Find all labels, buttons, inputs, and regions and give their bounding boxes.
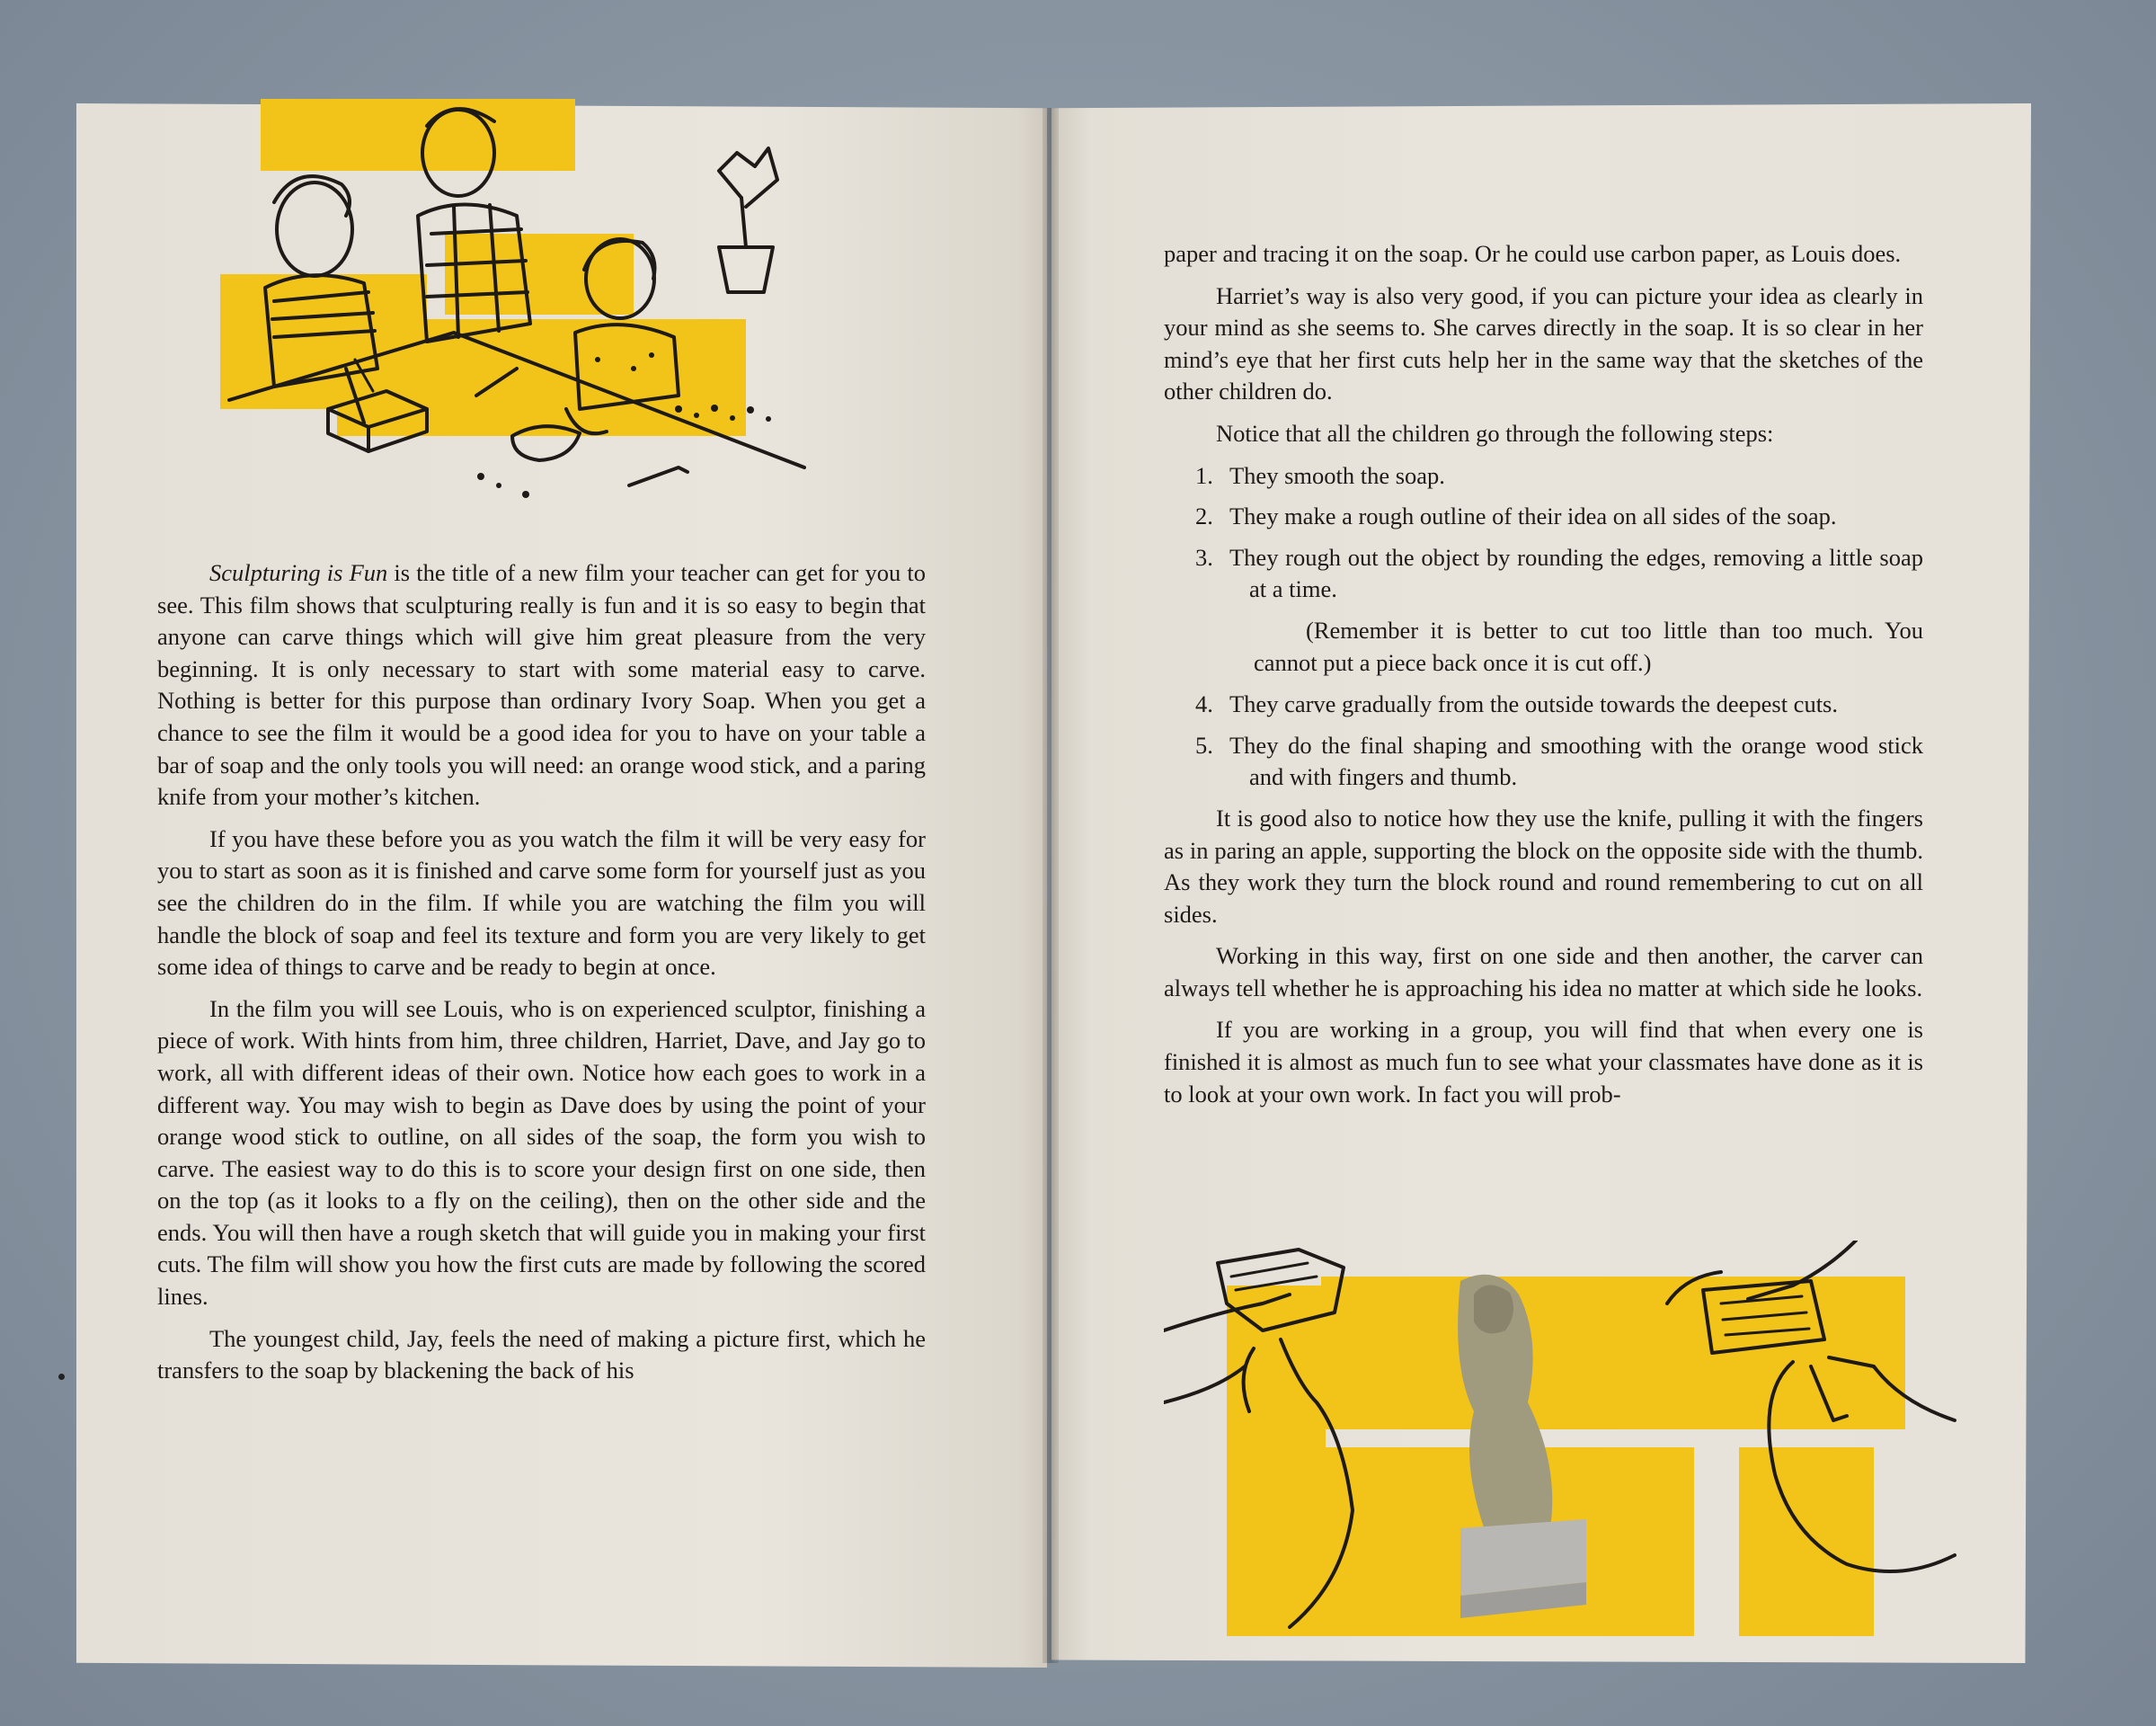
paragraph-working: Working in this way, first on one side and then another, the carver can always tell whether he is approaching his idea no matter at which side he looks. — [1164, 942, 1923, 1001]
paragraph-jay: The youngest child, Jay, feels the need of making a picture first, which he transfers to the soap by blackening the back of his — [157, 1324, 926, 1384]
paragraph-before-film: If you have these before you as you watch the film it will be very easy for you to start as soon as it is finished and carve some form for yourself just as you see the children do in the film. If while you are watching the film you will handle the block of soap and feel its texture and form you are very likely to get some idea of things to carve and be ready to begin at once. — [157, 824, 926, 981]
flowerpot — [719, 247, 773, 292]
paragraph-carbon-paper: paper and tracing it on the soap. Or he could use carbon paper, as Louis does. — [1164, 240, 1902, 267]
step-item: 2. They make a rough outline of their idea on all sides of the soap. — [1195, 503, 1837, 530]
hands-and-dog-illustration — [1164, 1241, 1973, 1636]
steps-list-a — [1164, 460, 1923, 606]
step-item: 4. They carve gradually from the outside towards the deepest cuts. — [1195, 690, 1838, 718]
paragraph-group: If you are working in a group, you will find that when every one is finished it is almost as much fun to see what your classmates have done as it is to look at your own work. In fact you will prob- — [1164, 1016, 1923, 1108]
paragraph-harriet: Harriet’s way is also very good, if you can picture your idea as clearly in your mind as she seems to. She carves directly in the soap. It is so clear in her mind’s eye that her first cuts help her in the same way that the sketches of the other children do. — [1164, 281, 1923, 405]
children-carving-illustration — [211, 99, 822, 512]
booklet-gutter — [1043, 108, 1059, 1663]
step-item: 5. They do the final shaping and smoothing with the orange wood stick and with fingers and thumb. — [1195, 731, 1923, 791]
step-item: 3. They rough out the object by rounding the edges, removing a little soap at a time. — [1195, 543, 1923, 603]
step-item: 1. They smooth the soap. — [1195, 461, 1445, 489]
paragraph-knife: It is good also to notice how they use the knife, pulling it with the fingers as in paring an apple, supporting the block on the opposite side with the thumb. As they work they turn the block round and round remembering to cut on all sides. — [1164, 804, 1923, 928]
left-page-text — [157, 557, 926, 1397]
step-note: (Remember it is better to cut too little than too much. You cannot put a piece back once it is cut off.) — [1254, 616, 1923, 676]
paragraph-steps-intro: Notice that all the children go through the following steps: — [1216, 419, 1774, 447]
paragraph-louis: In the film you will see Louis, who is on experienced sculptor, finishing a piece of work. With hints from him, three children, Harriet, Dave, and Jay go to work, all with different ideas of their own. Notice how each goes to work in a different way. You may wish to begin as Dave does by using the point of your orange wood stick to outline, on all sides of the soap, the form you wish to carve. The easiest way to do this is to score your design first on one side, then on the top (as it looks to a fly on the ceiling), then on the other side and the ends. You will then have a rough sketch that will guide you in making your first cuts. The film will show you how the first cuts are made by following the scored lines. — [157, 994, 926, 1311]
yellow-blocks — [220, 99, 746, 436]
margin-dot — [58, 1374, 65, 1380]
boy-head — [277, 182, 352, 276]
film-title: Sculpturing is Fun — [209, 559, 388, 586]
right-page-text — [1164, 238, 1923, 1120]
steps-list-b — [1164, 689, 1923, 794]
paragraph-intro: Sculpturing is Fun is the title of a new film your teacher can get for you to see. This film shows that sculpturing really is fun and it is so easy to begin that anyone can carve things which will give him great pleasure from the very beginning. It is only necessary to start with some material easy to carve. Nothing is better for this purpose than ordinary Ivory Soap. When you get a chance to see the film it would be a good idea for you to have on your table a bar of soap and the only tools you will need: an orange wood stick, and a paring knife from your mother’s kitchen. — [157, 559, 926, 811]
